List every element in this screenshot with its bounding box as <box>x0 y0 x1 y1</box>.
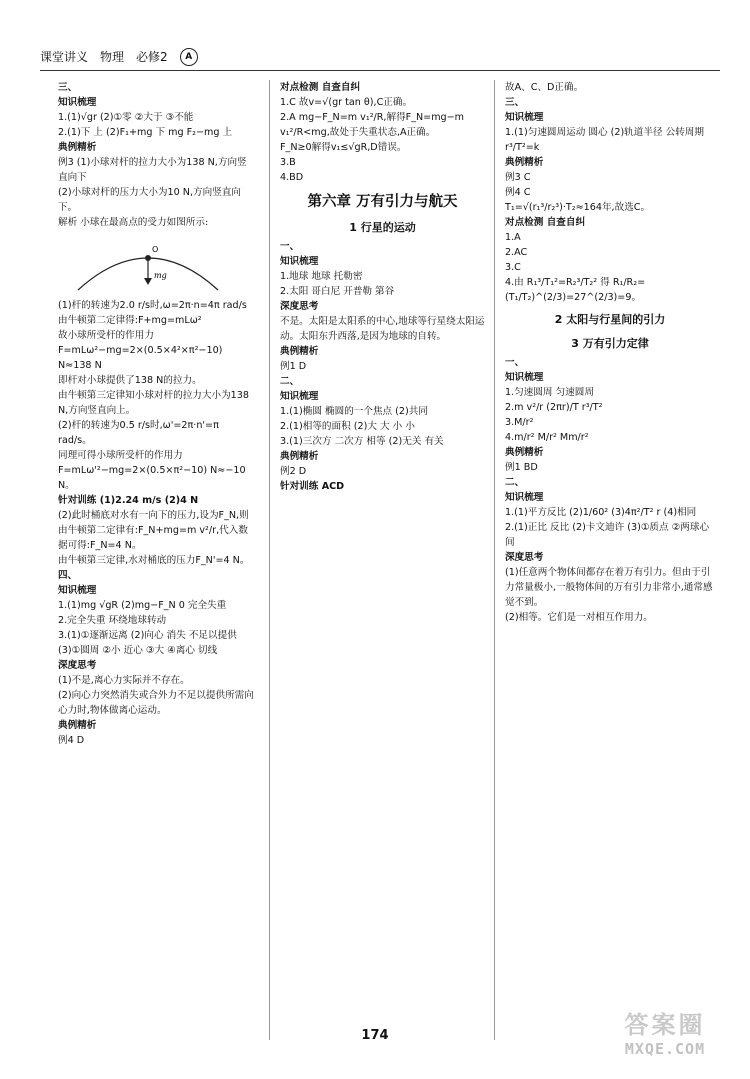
text-line: 2.(1)相等的面积 (2)大 大 小 小 <box>280 421 415 432</box>
text-line: 例4 D <box>58 735 85 746</box>
point-label: O <box>152 245 159 254</box>
section-heading: 典例精析 <box>505 157 544 168</box>
text-line: 3.(1)三次方 二次方 相等 (2)无关 有关 <box>280 436 444 447</box>
section-heading: 知识梳理 <box>280 391 319 402</box>
section-heading: 知识梳理 <box>58 97 97 108</box>
volume-label: 必修2 <box>136 50 168 64</box>
text-line: 1.(1)匀速圆周运动 圆心 (2)轨道半径 公转周期 r³/T²=k <box>505 127 704 153</box>
text-line: 同理可得小球所受杆的作用力 <box>58 450 183 461</box>
text-line: (2)杆的转速为0.5 r/s时,ω'=2π·n'=π rad/s。 <box>58 420 219 446</box>
text-line: 例3 C <box>505 172 531 183</box>
text-line: (2)向心力突然消失或合外力不足以提供所需向心力时,物体做离心运动。 <box>58 690 254 716</box>
section-heading: 二、 <box>505 477 525 488</box>
text-line: T₁=√(r₁³/r₂³)·T₂≈164年,故选C。 <box>505 202 651 213</box>
text-line: 例3 (1)小球对杆的拉力大小为138 N,方向竖直向下 <box>58 157 247 183</box>
text-line: 1.C 故v=√(gr tan θ),C正确。 <box>280 97 413 108</box>
section-heading: 一、 <box>505 357 525 368</box>
section-heading: 深度思考 <box>58 660 97 671</box>
text-line: 2.(1)正比 反比 (2)卡文迪许 (3)①质点 ②两球心间 <box>505 522 710 548</box>
book-title: 课堂讲义 <box>40 50 89 64</box>
text-line: F=mLω'²−mg=2×(0.5×π²−10) N≈−10 N。 <box>58 465 246 491</box>
answer-column-1 <box>58 80 254 1040</box>
section-heading: 深度思考 <box>280 301 319 312</box>
text-line: 1.(1)mg √gR (2)mg−F_N 0 完全失重 <box>58 600 227 611</box>
text-line: 由牛顿第三定律,水对桶底的压力F_N'=4 N。 <box>58 555 250 566</box>
watermark <box>595 1010 735 1072</box>
arrow-head-icon <box>144 278 152 285</box>
text-line: 1.(1)椭圆 椭圆的一个焦点 (2)共同 <box>280 406 428 417</box>
section-heading: 典例精析 <box>280 451 319 462</box>
text-line: 由牛顿第三定律知小球对杆的拉力大小为138 N,方向竖直向上。 <box>58 390 249 416</box>
section-heading: 三、 <box>58 82 78 93</box>
text-line: 4.BD <box>280 172 304 183</box>
section-heading: 三、 <box>505 97 525 108</box>
text-line: 2.太阳 哥白尼 开普勒 第谷 <box>280 286 395 297</box>
text-line: 故A、C、D正确。 <box>505 82 584 93</box>
text-line: 不是。太阳是太阳系的中心,地球等行星绕太阳运动。太阳东升西落,是因为地球的自转。 <box>280 316 485 342</box>
section-heading: 对点检测 自查自纠 <box>280 82 361 93</box>
text-line: 3.M/r² <box>505 417 534 428</box>
text-line: 2.完全失重 环绕地球转动 <box>58 615 167 626</box>
answer-column-3 <box>505 80 715 1040</box>
section-heading: 典例精析 <box>280 346 319 357</box>
explanation-line: 解析 小球在最高点的受力如图所示: <box>58 217 209 228</box>
text-line: 2.(1)下 上 (2)F₁+mg 下 mg F₂−mg 上 <box>58 127 233 138</box>
page-number: 174 <box>361 1028 389 1043</box>
section-heading: 典例精析 <box>58 142 97 153</box>
section-title: 1 行星的运动 <box>349 221 416 234</box>
text-line: F=mLω²−mg=2×(0.5×4²×π²−10) N≈138 N <box>58 345 223 371</box>
text-line: F_N≥0解得v₁≤√gR,D错误。 <box>280 142 407 153</box>
text-line: 例4 C <box>505 187 531 198</box>
text-line: 1.(1)√gr (2)①零 ②大于 ③不能 <box>58 112 194 123</box>
page-header <box>40 44 720 71</box>
text-line: 例1 D <box>280 361 307 372</box>
text-line: 2.AC <box>505 247 528 258</box>
text-line: 4.m/r² M/r² Mm/r² <box>505 432 589 443</box>
text-line: 3.(1)①逐渐远离 (2)向心 消失 不足以提供 (3)①圆周 ②小 近心 ③大 ④离心 切线 <box>58 630 237 656</box>
text-line: (2)相等。它们是一对相互作用力。 <box>505 612 653 623</box>
text-line: (1)杆的转速为2.0 r/s时,ω=2π·n=4π rad/s <box>58 300 247 311</box>
section-heading: 知识梳理 <box>58 585 97 596</box>
chapter-title: 第六章 万有引力与航天 <box>307 194 458 210</box>
text-line: 例2 D <box>280 466 307 477</box>
section-heading: 四、 <box>58 570 78 581</box>
ball <box>145 255 151 261</box>
column-divider <box>269 80 270 1040</box>
section-heading: 典例精析 <box>505 447 544 458</box>
text-line: 1.地球 地球 托勒密 <box>280 271 363 282</box>
watermark-url: MXQE.COM <box>624 1040 706 1058</box>
text-line: 故小球所受杆的作用力 <box>58 330 154 341</box>
section-heading: 对点检测 自查自纠 <box>505 217 586 228</box>
section-title: 2 太阳与行星间的引力 <box>554 313 666 326</box>
section-title: 3 万有引力定律 <box>571 337 649 350</box>
force-label: mg <box>154 271 167 280</box>
section-heading: 一、 <box>280 241 300 252</box>
text-line: 1.(1)平方反比 (2)1/60² (3)4π²/T² r (4)相同 <box>505 507 697 518</box>
text-line: 即杆对小球提供了138 N的拉力。 <box>58 375 202 386</box>
text-line: 3.C <box>505 262 521 273</box>
column-divider <box>494 80 495 1040</box>
answer-column-2 <box>280 80 485 1040</box>
section-heading: 典例精析 <box>58 720 97 731</box>
text-line: 由牛顿第二定律得:F+mg=mLω² <box>58 315 202 326</box>
subject-label: 物理 <box>100 50 125 64</box>
text-line: 1.A <box>505 232 521 243</box>
section-heading: 深度思考 <box>505 552 544 563</box>
section-heading: 知识梳理 <box>505 492 544 503</box>
text-line: 2.m v²/r (2πr)/T r³/T² <box>505 402 603 413</box>
publisher-logo-icon: A <box>180 48 198 66</box>
section-heading: 知识梳理 <box>280 256 319 267</box>
section-heading: 二、 <box>280 376 300 387</box>
text-line: 2.A mg−F_N=m v₁²/R,解得F_N=mg−m v₁²/R<mg,故处于失重状态,A正确。 <box>280 112 465 138</box>
section-heading: 知识梳理 <box>505 112 544 123</box>
text-line: (1)任意两个物体间都存在着万有引力。但由于引力常量极小,一般物体间的万有引力非常小,通常感觉不到。 <box>505 567 713 608</box>
text-line: 3.B <box>280 157 296 168</box>
text-line: (2)小球对杆的压力大小为10 N,方向竖直向下。 <box>58 187 241 213</box>
text-line: 1.匀速圆周 匀速圆周 <box>505 387 594 398</box>
section-heading: 知识梳理 <box>505 372 544 383</box>
watermark-logo-text: 答案圈 <box>624 1011 706 1039</box>
text-line: (2)此时桶底对水有一向下的压力,设为F_N,则由牛顿第二定律有:F_N+mg=m v²/r,代入数据可得:F_N=4 N。 <box>58 510 249 551</box>
text-line: 例1 BD <box>505 462 538 473</box>
section-heading: 针对训练 ACD <box>280 481 345 492</box>
text-line: (1)不是,离心力实际并不存在。 <box>58 675 190 686</box>
text-line: 4.由 R₁³/T₁²=R₂³/T₂² 得 R₁/R₂=(T₁/T₂)^(2/3)=27^(2/3)=9。 <box>505 277 646 303</box>
force-diagram <box>68 232 228 294</box>
section-heading: 针对训练 (1)2.24 m/s (2)4 N <box>58 495 199 506</box>
